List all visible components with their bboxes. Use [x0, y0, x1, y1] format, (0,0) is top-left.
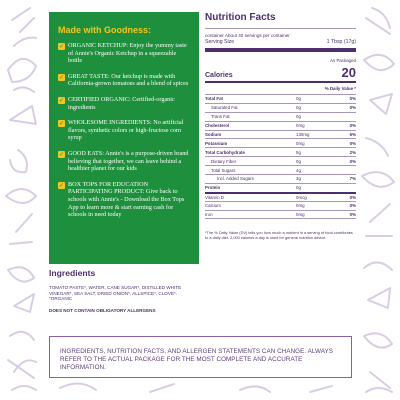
nutrition-facts-panel — [205, 12, 356, 241]
nutrient-amount: 5g — [296, 149, 301, 155]
nutrient-amount: 0g — [296, 158, 301, 164]
nutrient-row — [205, 112, 356, 121]
nutrient-name: Dietary Fiber — [211, 158, 237, 164]
nutrient-name: Iron — [205, 212, 213, 218]
nutrient-amount: 0mg — [296, 212, 305, 218]
nutrient-row — [205, 121, 356, 130]
nutrient-amount: 0mcg — [296, 194, 307, 200]
nutrient-amount: 0mg — [296, 140, 305, 146]
nutrient-row — [205, 210, 356, 219]
nutrient-row — [205, 147, 356, 156]
nutrient-dv: 0% — [349, 203, 356, 209]
as-packaged-label: As Packaged — [330, 58, 356, 63]
nutrient-amount: 4g — [296, 167, 301, 173]
nutrient-name: Trans Fat — [211, 114, 230, 120]
ingredients-section — [49, 268, 199, 313]
nutrient-amount: 0g — [296, 96, 301, 102]
checkmark-icon: ✓ — [58, 73, 65, 81]
nutrient-name: Potassium — [205, 140, 228, 146]
calories-label: Calories — [205, 72, 233, 79]
nutrient-row — [205, 130, 356, 139]
goodness-item — [58, 73, 191, 88]
nutrient-dv: 6% — [349, 132, 356, 137]
checkmark-icon: ✓ — [58, 120, 65, 128]
nutrient-name: Cholesterol — [205, 123, 230, 129]
nutrient-name: Protein — [205, 185, 221, 191]
nutrient-row — [205, 165, 356, 174]
goodness-item-text: WHOLESOME INGREDIENTS: No artificial flavors, synthetic colors or high-fructose corn syrup — [68, 119, 184, 142]
nutrient-row — [205, 94, 356, 103]
nutrient-dv: 0% — [349, 158, 356, 164]
nutrient-amount: 0g — [296, 185, 301, 191]
nutrient-row — [205, 174, 356, 183]
nutrient-amount: 3g — [296, 176, 301, 182]
nutrient-name: Incl. Added Sugars — [217, 176, 254, 182]
nutrient-amount: 130mg — [296, 132, 310, 137]
divider — [205, 218, 356, 219]
nutrient-dv: 0% — [349, 140, 356, 146]
nutrition-facts-title: Nutrition Facts — [205, 12, 276, 23]
serving-size-value: 1 Tbsp (17g) — [326, 39, 356, 45]
checkmark-icon: ✓ — [58, 43, 65, 50]
nutrient-row — [205, 138, 356, 147]
goodness-item — [58, 119, 191, 142]
servings-per-container: container About 40 servings per container — [205, 33, 290, 38]
goodness-item — [58, 150, 191, 173]
ingredients-list: TOMATO PASTE*, WATER, CANE SUGAR*, DISTILLED WHITE VINEGAR*, SEA SALT, DRIED ONION*, ALLSPICE*, CLOVE*. *ORGANIC — [49, 285, 182, 302]
goodness-item-text: GREAT TASTE: Our ketchup is made with California-grown tomatoes and a blend of spices — [68, 72, 189, 88]
nutrient-name: Saturated Fat — [211, 105, 238, 111]
daily-value-header: % Daily Value * — [324, 86, 356, 91]
nutrient-name: Total Carbohydrate — [205, 149, 245, 155]
nutrient-name: Sodium — [205, 132, 222, 137]
goodness-item — [58, 96, 191, 111]
disclaimer-text: INGREDIENTS, NUTRITION FACTS, AND ALLERGEN STATEMENTS CAN CHANGE. ALWAYS REFER TO THE ACTUAL PACKAGE FOR THE MOST COMPLETE AND ACCURATE INFORMATION. — [60, 348, 334, 371]
nutrient-row — [205, 201, 356, 210]
nutrient-dv: 0% — [349, 123, 356, 129]
nutrient-amount: 0mg — [296, 123, 305, 129]
goodness-item-text: GOOD EATS: Annie's is a purpose-driven brand believing that together, we can leave behind a healthier planet for our kids — [68, 149, 189, 173]
goodness-item-text: CERTIFIED ORGANIC: Certified-organic ingredients — [68, 95, 175, 111]
nutrient-name: Calcium — [205, 203, 221, 209]
goodness-item-text: ORGANIC KETCHUP: Enjoy the yummy taste of Annie's Organic Ketchup in a squeezable bottle — [68, 42, 187, 65]
nutrient-row — [205, 183, 356, 192]
made-with-goodness-panel — [49, 12, 199, 264]
checkmark-icon: ✓ — [58, 181, 65, 189]
goodness-item — [58, 181, 191, 219]
nutrient-row — [205, 192, 356, 201]
daily-value-footnote: *The % Daily Value (DV) tells you how much a nutrient in a serving of food contributes to a daily diet. 2,000 calories a day is used for general nutrition advice. — [205, 230, 353, 241]
nutrient-row — [205, 156, 356, 165]
allergen-statement: DOES NOT CONTAIN OBLIGATORY ALLERGENS — [49, 308, 156, 314]
serving-size-row — [205, 39, 356, 48]
nutrient-name: Total Sugars — [211, 167, 236, 173]
nutrient-dv: 0% — [349, 212, 356, 218]
checkmark-icon: ✓ — [58, 150, 65, 158]
nutrient-dv: 7% — [349, 176, 356, 182]
serving-size-label: Serving Size — [205, 39, 235, 45]
goodness-title: Made with Goodness: — [58, 25, 152, 35]
disclaimer-box — [49, 336, 352, 378]
nutrient-name: Total Fat — [205, 96, 223, 102]
nutrient-dv: 2% — [349, 149, 356, 155]
nutrient-amount: 0mg — [296, 203, 305, 209]
checkmark-icon: ✓ — [58, 96, 65, 104]
nutrient-dv: 0% — [349, 96, 356, 102]
nutrient-dv: 0% — [349, 194, 356, 200]
nutrient-dv: 0% — [349, 105, 356, 111]
nutrient-amount: 0g — [296, 105, 301, 111]
goodness-list — [58, 42, 191, 219]
nutrient-amount: 0g — [296, 114, 301, 120]
calories-row — [205, 65, 356, 81]
nutrient-name: Vitamin D — [205, 194, 224, 200]
nutrient-row — [205, 103, 356, 112]
calories-value: 20 — [341, 65, 356, 80]
goodness-item — [58, 42, 191, 65]
ingredients-title: Ingredients — [49, 268, 96, 278]
goodness-item-text: BOX TOPS FOR EDUCATION PARTICIPATING PRODUCT: Give back to schools with Annie's - Download the Box Tops App to learn more & start earning cash for schools in need today — [68, 180, 185, 219]
